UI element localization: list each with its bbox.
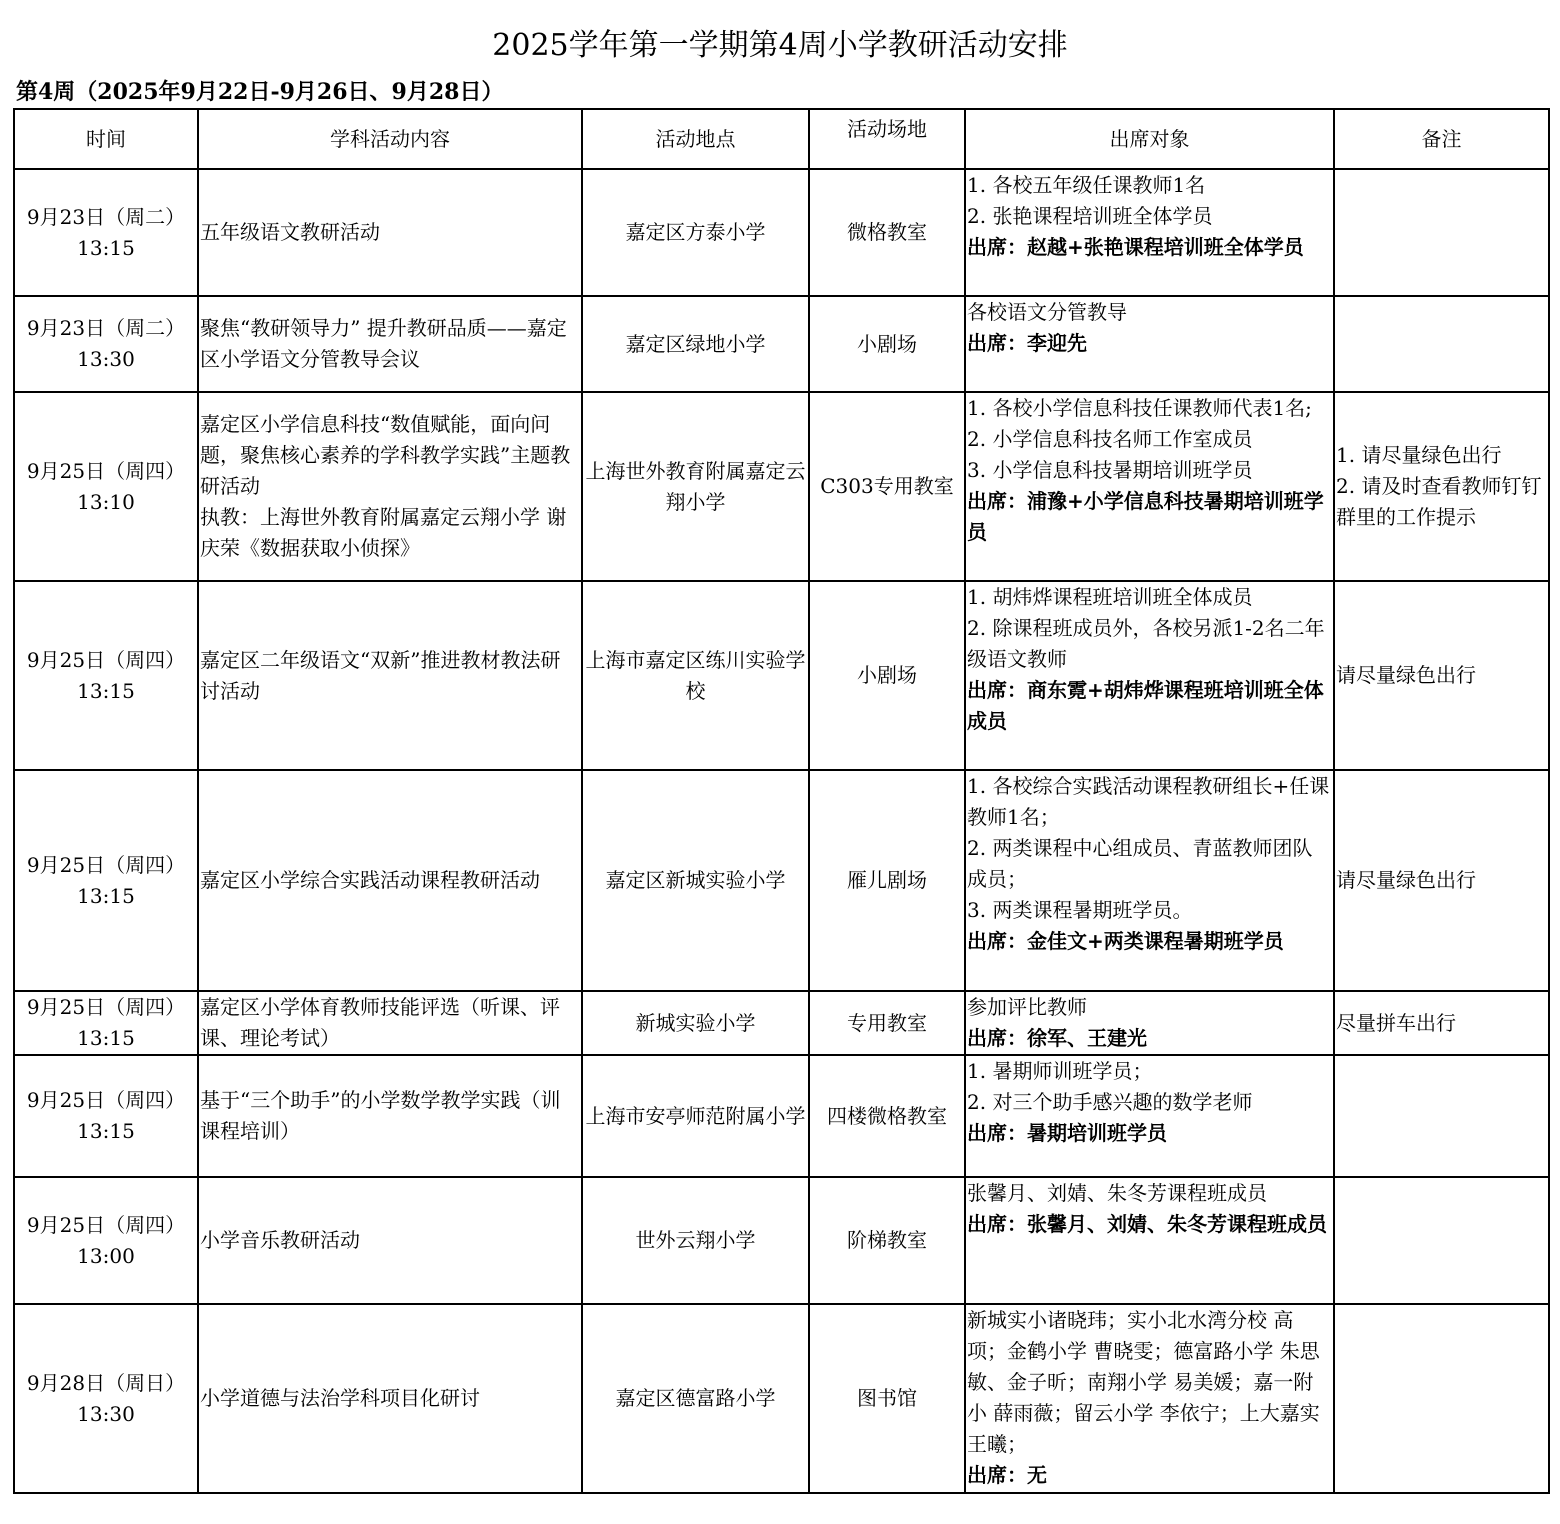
time-cell <box>14 169 198 296</box>
content-cell <box>198 392 582 581</box>
table-row <box>14 581 1549 770</box>
remark-text: 请尽量绿色出行 <box>1336 868 1476 892</box>
content-text: 执教：上海世外教育附属嘉定云翔小学 谢庆荣《数据获取小侦探》 <box>200 505 567 560</box>
date-text: 9月23日（周二） <box>26 316 186 340</box>
attendees-cell <box>965 1304 1334 1493</box>
content-text: 小学音乐教研活动 <box>200 1228 360 1252</box>
content-cell <box>198 1304 582 1493</box>
header-row <box>14 109 1549 169</box>
location-cell: 上海世外教育附属嘉定云翔小学 <box>582 392 809 581</box>
table-row <box>14 169 1549 296</box>
attendee-text: 各校语文分管教导 <box>967 300 1127 324</box>
content-cell <box>198 581 582 770</box>
attendance-bold: 出席：暑期培训班学员 <box>967 1121 1167 1145</box>
remarks-cell <box>1334 991 1549 1055</box>
content-cell <box>198 296 582 392</box>
attendee-text: 1. 各校五年级任课教师1名 <box>967 173 1206 197</box>
attendee-text: 2. 对三个助手感兴趣的数学老师 <box>967 1090 1253 1114</box>
venue-cell: 小剧场 <box>809 296 965 392</box>
date-text: 9月23日（周二） <box>26 204 186 229</box>
time-text: 13:15 <box>77 678 135 703</box>
attendee-text: 2. 小学信息科技名师工作室成员 <box>967 427 1253 451</box>
date-text: 9月25日（周四） <box>26 852 186 877</box>
attendees-cell <box>965 1055 1334 1177</box>
content-text: 基于“三个助手”的小学数学教学实践（训课程培训） <box>200 1088 561 1143</box>
attendee-text: 1. 暑期师训班学员； <box>967 1059 1153 1083</box>
content-text: 五年级语文教研活动 <box>200 220 380 244</box>
week-label: 第4周（2025年9月22日-9月26日、9月28日） <box>16 79 504 105</box>
header-venue: 活动场地 <box>809 109 965 169</box>
attendees-cell <box>965 1177 1334 1304</box>
location-cell: 嘉定区德富路小学 <box>582 1304 809 1493</box>
attendee-text: 3. 小学信息科技暑期培训班学员 <box>967 458 1253 482</box>
time-cell <box>14 1304 198 1493</box>
location-cell: 上海市嘉定区练川实验学校 <box>582 581 809 770</box>
attendees-cell <box>965 770 1334 991</box>
remarks-cell <box>1334 296 1549 392</box>
header-remarks: 备注 <box>1334 109 1549 169</box>
header-location: 活动地点 <box>582 109 809 169</box>
date-text: 9月25日（周四） <box>26 1212 186 1237</box>
location-cell: 嘉定区绿地小学 <box>582 296 809 392</box>
time-cell <box>14 991 198 1055</box>
venue-cell: 图书馆 <box>809 1304 965 1493</box>
table-row <box>14 991 1549 1055</box>
venue-cell: 四楼微格教室 <box>809 1055 965 1177</box>
remark-text: 1. 请尽量绿色出行 <box>1336 443 1502 467</box>
attendance-bold: 出席：浦豫+小学信息科技暑期培训班学员 <box>967 489 1324 544</box>
time-text: 13:15 <box>77 1119 135 1143</box>
attendee-text: 1. 各校小学信息科技任课教师代表1名; <box>967 396 1312 420</box>
attendees-cell <box>965 991 1334 1055</box>
time-text: 13:15 <box>77 883 135 908</box>
attendee-text: 新城实小诸晓玮；实小北水湾分校 高项；金鹤小学 曹晓雯；德富路小学 朱思敏、金子昕；南翔小学 易美媛；嘉一附小 薛雨薇；留云小学 李依宁；上大嘉实 王曦； <box>967 1308 1320 1456</box>
time-cell <box>14 1055 198 1177</box>
header-attendees: 出席对象 <box>965 109 1334 169</box>
time-cell <box>14 770 198 991</box>
schedule-table <box>13 108 1550 1494</box>
table-row <box>14 1304 1549 1493</box>
time-text: 13:15 <box>77 235 135 260</box>
remarks-cell <box>1334 581 1549 770</box>
remarks-cell <box>1334 392 1549 581</box>
attendees-cell <box>965 169 1334 296</box>
content-text: 嘉定区二年级语文“双新”推进教材教法研讨活动 <box>200 647 561 703</box>
time-cell <box>14 1177 198 1304</box>
attendee-text: 2. 两类课程中心组成员、青蓝教师团队成员； <box>967 836 1313 891</box>
attendees-cell <box>965 392 1334 581</box>
table-row <box>14 296 1549 392</box>
attendee-text: 2. 除课程班成员外，各校另派1-2名二年级语文教师 <box>967 616 1325 671</box>
table-row <box>14 1055 1549 1177</box>
attendance-bold: 出席：张馨月、刘婧、朱冬芳课程班成员 <box>967 1212 1327 1236</box>
table-row <box>14 770 1549 991</box>
time-text: 13:00 <box>77 1243 135 1268</box>
date-text: 9月25日（周四） <box>26 647 186 672</box>
date-text: 9月25日（周四） <box>26 1088 186 1112</box>
venue-cell: 专用教室 <box>809 991 965 1055</box>
location-cell: 嘉定区新城实验小学 <box>582 770 809 991</box>
remarks-cell <box>1334 770 1549 991</box>
page-title: 2025学年第一学期第4周小学教研活动安排 <box>492 28 1068 63</box>
content-text: 嘉定区小学体育教师技能评选（听课、评课、理论考试） <box>200 995 560 1050</box>
content-cell <box>198 1177 582 1304</box>
attendee-text: 1. 胡炜烨课程班培训班全体成员 <box>967 585 1253 609</box>
content-cell <box>198 770 582 991</box>
content-cell <box>198 169 582 296</box>
time-cell <box>14 296 198 392</box>
table-row <box>14 1177 1549 1304</box>
attendee-text: 2. 张艳课程培训班全体学员 <box>967 204 1213 228</box>
location-cell: 新城实验小学 <box>582 991 809 1055</box>
remarks-cell <box>1334 1177 1549 1304</box>
content-text: 嘉定区小学信息科技“数值赋能，面向问题，聚焦核心素养的学科教学实践”主题教研活动 <box>200 412 571 498</box>
header-time: 时间 <box>14 109 198 169</box>
attendance-bold: 出席：李迎先 <box>967 331 1087 355</box>
location-cell: 上海市安亭师范附属小学 <box>582 1055 809 1177</box>
date-text: 9月25日（周四） <box>26 458 186 483</box>
remarks-cell <box>1334 1055 1549 1177</box>
date-text: 9月25日（周四） <box>26 995 186 1019</box>
attendee-text: 1. 各校综合实践活动课程教研组长+任课教师1名； <box>967 774 1330 829</box>
attendee-text: 参加评比教师 <box>967 995 1087 1019</box>
content-cell <box>198 1055 582 1177</box>
attendees-cell <box>965 296 1334 392</box>
date-text: 9月28日（周日） <box>26 1370 186 1395</box>
content-text: 聚焦“教研领导力” 提升教研品质——嘉定区小学语文分管教导会议 <box>200 316 567 371</box>
time-cell <box>14 392 198 581</box>
venue-cell: 微格教室 <box>809 169 965 296</box>
remarks-cell <box>1334 169 1549 296</box>
content-text: 小学道德与法治学科项目化研讨 <box>200 1386 480 1410</box>
time-cell <box>14 581 198 770</box>
location-cell: 世外云翔小学 <box>582 1177 809 1304</box>
time-text: 13:30 <box>77 347 135 371</box>
venue-cell: 阶梯教室 <box>809 1177 965 1304</box>
attendees-cell <box>965 581 1334 770</box>
venue-cell: C303专用教室 <box>809 392 965 581</box>
attendance-bold: 出席：金佳文+两类课程暑期班学员 <box>967 929 1284 953</box>
header-content: 学科活动内容 <box>198 109 582 169</box>
remark-text: 2. 请及时查看教师钉钉群里的工作提示 <box>1336 474 1542 529</box>
attendance-bold: 出席：徐军、王建光 <box>967 1026 1147 1050</box>
content-text: 嘉定区小学综合实践活动课程教研活动 <box>200 868 540 892</box>
attendance-bold: 出席：无 <box>967 1463 1047 1487</box>
venue-cell: 雁儿剧场 <box>809 770 965 991</box>
venue-cell: 小剧场 <box>809 581 965 770</box>
attendance-bold: 出席：商东霓+胡炜烨课程班培训班全体成员 <box>967 678 1324 733</box>
time-text: 13:30 <box>77 1401 135 1426</box>
time-text: 13:10 <box>77 489 135 514</box>
location-cell: 嘉定区方泰小学 <box>582 169 809 296</box>
content-cell <box>198 991 582 1055</box>
attendee-text: 张馨月、刘婧、朱冬芳课程班成员 <box>967 1181 1267 1205</box>
time-text: 13:15 <box>77 1026 135 1050</box>
attendee-text: 3. 两类课程暑期班学员。 <box>967 898 1193 922</box>
remarks-cell <box>1334 1304 1549 1493</box>
remark-text: 尽量拼车出行 <box>1336 1010 1456 1035</box>
table-row <box>14 392 1549 581</box>
attendance-bold: 出席：赵越+张艳课程培训班全体学员 <box>967 235 1304 259</box>
remark-text: 请尽量绿色出行 <box>1336 663 1476 687</box>
